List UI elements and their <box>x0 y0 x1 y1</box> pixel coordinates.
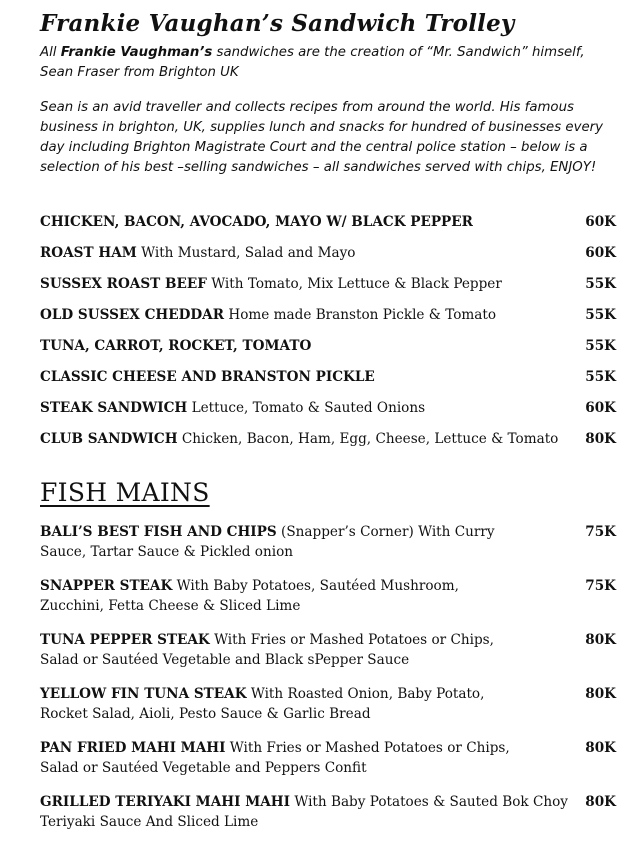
menu-item <box>40 243 616 263</box>
item-name: SUSSEX ROAST BEEF <box>40 276 207 292</box>
item-price: 80K <box>585 431 616 447</box>
item-price: 60K <box>585 214 616 230</box>
item-description: Lettuce, Tomato & Sauted Onions <box>187 400 426 416</box>
menu-item <box>40 305 616 325</box>
item-price: 55K <box>585 369 616 385</box>
item-description: With Mustard, Salad and Mayo <box>136 245 356 261</box>
item-name: TUNA PEPPER STEAK <box>40 632 210 648</box>
item-name: PAN FRIED MAHI MAHI <box>40 740 226 756</box>
item-name: STEAK SANDWICH <box>40 400 188 416</box>
item-price: 75K <box>585 524 616 540</box>
item-name: ROAST HAM <box>40 245 137 261</box>
item-price: 60K <box>585 245 616 261</box>
intro-1-post: sandwiches are the creation of “Mr. Sandwich” himself, Sean Fraser from Brighton UK <box>40 45 585 80</box>
item-price: 80K <box>585 740 616 756</box>
item-price: 80K <box>585 686 616 702</box>
item-name: BALI’S BEST FISH AND CHIPS <box>40 524 277 540</box>
menu-item <box>40 576 616 616</box>
item-description: With Baby Potatoes & Sauted Bok Choy Teriyaki Sauce And Sliced Lime <box>40 794 568 830</box>
item-name: YELLOW FIN TUNA STEAK <box>40 686 247 702</box>
intro-1-pre: All <box>40 45 61 60</box>
fish-mains-heading: FISH MAINS <box>40 478 210 507</box>
item-price: 55K <box>585 307 616 323</box>
item-price: 80K <box>585 794 616 810</box>
menu-item <box>40 630 616 670</box>
item-price: 80K <box>585 632 616 648</box>
menu-item <box>40 522 616 562</box>
item-description: With Roasted Onion, Baby Potato, Rocket Salad, Aioli, Pesto Sauce & Garlic Bread <box>40 686 485 722</box>
menu-item <box>40 792 616 832</box>
item-name: TUNA, CARROT, ROCKET, TOMATO <box>40 338 312 354</box>
item-description: (Snapper’s Corner) With Curry Sauce, Tartar Sauce & Pickled onion <box>40 524 495 560</box>
menu-item <box>40 398 616 418</box>
item-name: CHICKEN, BACON, AVOCADO, MAYO W/ BLACK PEPPER <box>40 214 473 230</box>
intro-paragraph-1 <box>40 43 620 83</box>
menu-item <box>40 738 616 778</box>
item-description: With Fries or Mashed Potatoes or Chips, Salad or Sautéed Vegetable and Black sPepper Sauce <box>40 632 494 668</box>
intro-1-brand: Frankie Vaughman’s <box>60 45 213 60</box>
item-name: SNAPPER STEAK <box>40 578 173 594</box>
menu-item <box>40 212 616 232</box>
item-name: CLUB SANDWICH <box>40 431 178 447</box>
menu-title: Frankie Vaughan’s Sandwich Trolley <box>40 10 515 37</box>
menu-item <box>40 684 616 724</box>
item-name: GRILLED TERIYAKI MAHI MAHI <box>40 794 291 810</box>
item-description: With Baby Potatoes, Sautéed Mushroom, Zucchini, Fetta Cheese & Sliced Lime <box>40 578 459 614</box>
item-name: CLASSIC CHEESE AND BRANSTON PICKLE <box>40 369 375 385</box>
menu-item <box>40 429 616 449</box>
item-price: 60K <box>585 400 616 416</box>
item-price: 75K <box>585 578 616 594</box>
menu-item <box>40 274 616 294</box>
intro-paragraph-2: Sean is an avid traveller and collects recipes from around the world. His famous business in brighton, UK, supplies lunch and snacks for hundred of businesses every day including Brighton Magistrate Court and the central police station – below is a selection of his best –selling sandwiches – all sandwiches served with chips, ENJOY! <box>40 100 603 175</box>
menu-item <box>40 367 616 387</box>
item-name: OLD SUSSEX CHEDDAR <box>40 307 225 323</box>
item-description: Chicken, Bacon, Ham, Egg, Cheese, Lettuce & Tomato <box>177 431 559 447</box>
menu-item <box>40 336 616 356</box>
item-description: Home made Branston Pickle & Tomato <box>224 307 497 323</box>
item-price: 55K <box>585 338 616 354</box>
item-description: With Fries or Mashed Potatoes or Chips, Salad or Sautéed Vegetable and Peppers Confit <box>40 740 510 776</box>
item-price: 55K <box>585 276 616 292</box>
item-description: With Tomato, Mix Lettuce & Black Pepper <box>206 276 502 292</box>
